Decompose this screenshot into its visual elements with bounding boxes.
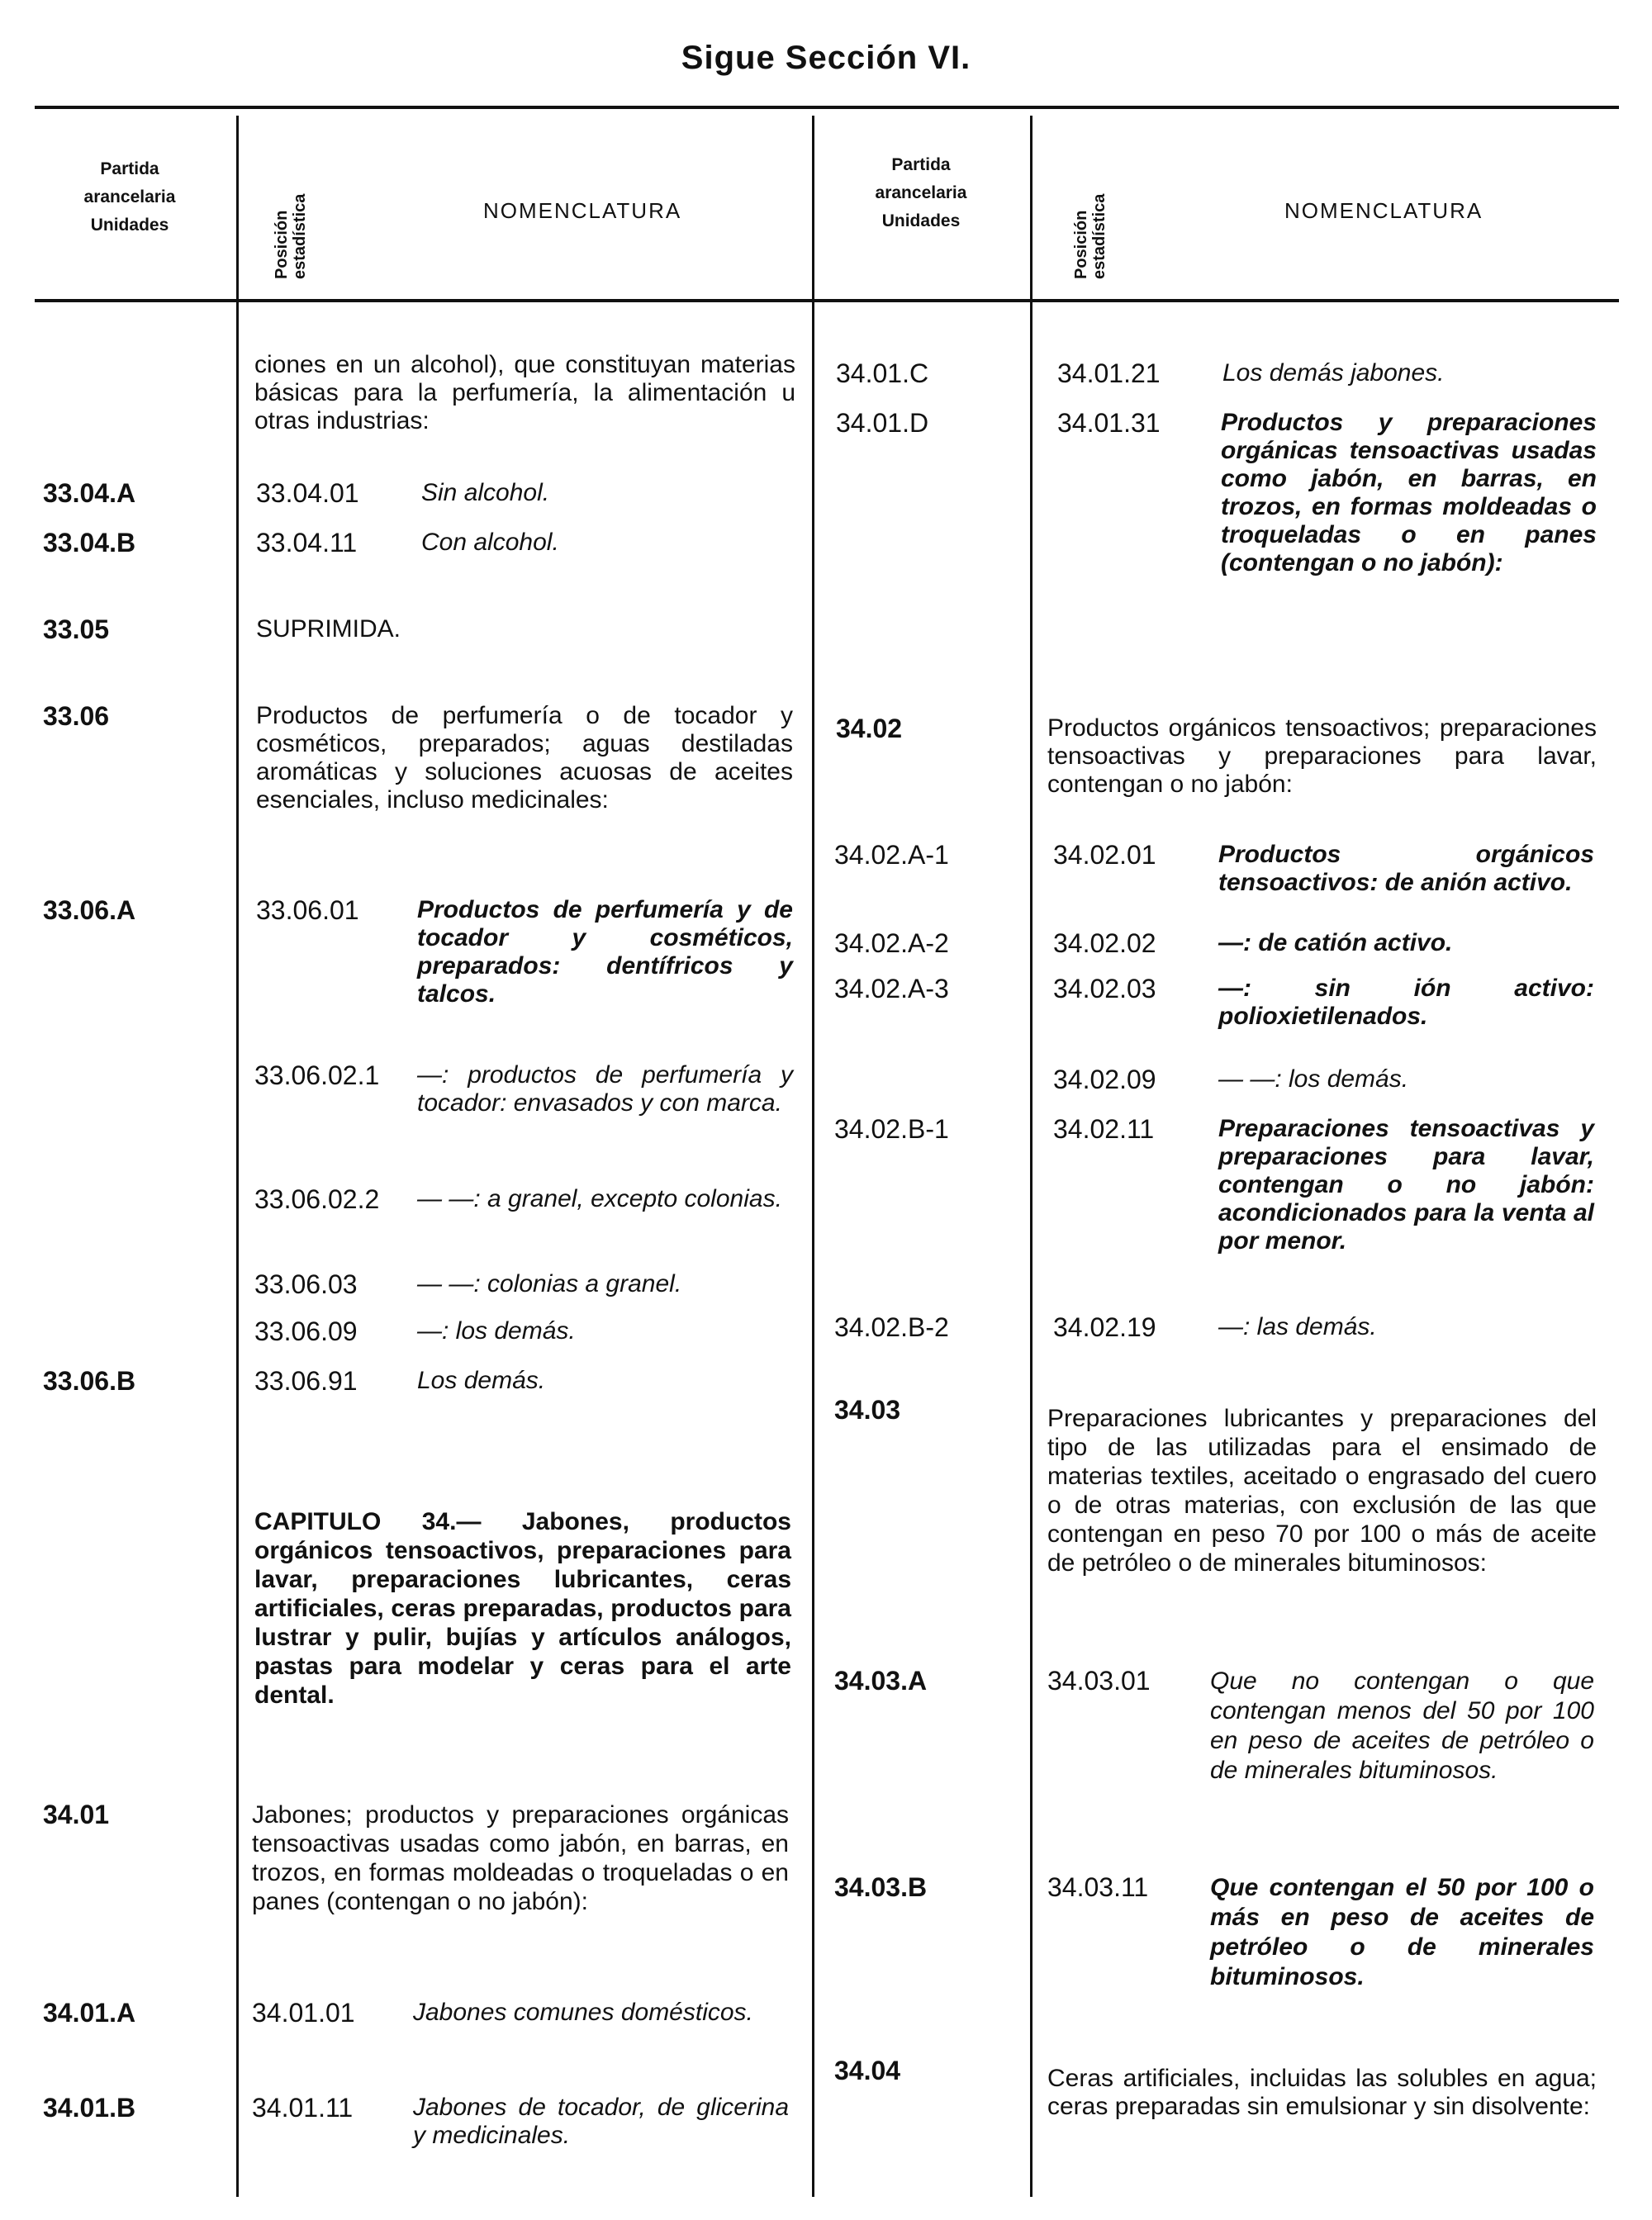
header-partida: Partida arancelaria Unidades <box>875 155 967 230</box>
description-text: Jabones; productos y preparaciones orgánicas tensoactivas usadas como jabón, en barras, en trozos, en formas moldeadas o troqueladas o en panes (contengan o no jabón): <box>252 1801 789 1915</box>
table-top-rule <box>35 106 1619 109</box>
description-text: SUPRIMIDA. <box>256 615 401 643</box>
description-text: Productos orgánicos tensoactivos: de anión activo. <box>1218 841 1594 896</box>
partida-code: 34.01.D <box>836 408 929 438</box>
description-text: — —: los demás. <box>1218 1065 1409 1093</box>
partida-code: 34.02.A-1 <box>834 840 949 870</box>
posicion-code: 34.01.21 <box>1057 358 1161 388</box>
header-posicion: Posición estadística <box>273 193 309 279</box>
posicion-code: 34.01.11 <box>252 2093 354 2123</box>
description-text: — —: colonias a granel. <box>417 1270 682 1297</box>
posicion-code: 33.06.02.2 <box>254 1184 380 1214</box>
column-rule <box>1030 116 1032 2197</box>
chapter-heading: CAPITULO 34.— Jabones, productos orgánicos tensoactivos, preparaciones para lavar, preparaciones lubricantes, ceras artificiales, ceras preparadas, productos para lustrar y pulir, bujías y artículos análogos, pastas para modelar y ceras para el arte dental. <box>254 1508 791 1709</box>
description-text: Preparaciones tensoactivas y preparaciones para lavar, contengan o no jabón: acondicionados para la venta al por menor. <box>1218 1115 1594 1255</box>
posicion-code: 33.06.01 <box>256 895 359 925</box>
posicion-code: 34.02.11 <box>1053 1114 1155 1144</box>
posicion-code: 33.06.09 <box>254 1316 358 1346</box>
description-text: —: los demás. <box>417 1317 576 1345</box>
description-text: —: las demás. <box>1218 1313 1377 1340</box>
partida-code: 34.01.B <box>43 2093 136 2123</box>
description-text: —: de catión activo. <box>1218 929 1453 956</box>
partida-code: 34.04 <box>834 2056 901 2085</box>
description-text: Los demás. <box>417 1367 546 1394</box>
description-text: Los demás jabones. <box>1222 359 1445 387</box>
partida-code: 34.02.A-2 <box>834 928 949 958</box>
posicion-code: 34.02.02 <box>1053 928 1156 958</box>
partida-code: 34.02.B-1 <box>834 1114 949 1144</box>
description-text: — —: a granel, excepto colonias. <box>417 1185 782 1212</box>
description-text: Productos y preparaciones orgánicas tensoactivas usadas como jabón, en barras, en trozos, en formas moldeadas o troqueladas o en panes (contengan o no jabón): <box>1221 409 1597 576</box>
posicion-code: 34.02.09 <box>1053 1065 1156 1094</box>
description-text: —: sin ión activo: polioxietilenados. <box>1218 975 1594 1030</box>
description-text: Productos de perfumería y de tocador y cosméticos, preparados: dentífricos y talcos. <box>417 896 793 1008</box>
posicion-code: 33.06.03 <box>254 1269 358 1299</box>
header-nomenclatura: NOMENCLATURA <box>1284 198 1483 223</box>
posicion-code: 33.04.11 <box>256 528 358 557</box>
posicion-code: 34.03.11 <box>1047 1872 1149 1902</box>
posicion-code: 34.02.03 <box>1053 974 1156 1003</box>
description-text: Jabones comunes domésticos. <box>413 1999 753 2026</box>
description-text: Preparaciones lubricantes y preparaciones del tipo de las utilizadas para el ensimado de materias textiles, aceitado o engrasado del cuero o de otras materias, con exclusión de las que contengan en peso 70 por 100 o más de aceite de petróleo o de minerales bituminosos: <box>1047 1405 1597 1577</box>
header-posicion: Posición estadística <box>1072 193 1108 279</box>
partida-code: 33.06.A <box>43 895 136 925</box>
partida-code: 33.06.B <box>43 1366 136 1396</box>
description-text: Productos de perfumería o de tocador y cosméticos, preparados; aguas destiladas aromáticas y soluciones acuosas de aceites esenciales, incluso medicinales: <box>256 702 793 814</box>
posicion-code: 33.04.01 <box>256 478 359 508</box>
column-rule <box>236 116 239 2197</box>
header-partida: Partida arancelaria Unidades <box>83 159 176 235</box>
partida-code: 34.01.A <box>43 1998 136 2028</box>
posicion-code: 34.01.31 <box>1057 408 1161 438</box>
posicion-code: 33.06.02.1 <box>254 1060 380 1090</box>
partida-code: 34.03 <box>834 1395 901 1425</box>
posicion-code: 33.06.91 <box>254 1366 358 1396</box>
description-text: Jabones de tocador, de glicerina y medicinales. <box>413 2094 789 2149</box>
posicion-code: 34.02.01 <box>1053 840 1156 870</box>
column-rule <box>812 116 814 2197</box>
partida-code: 34.02.B-2 <box>834 1312 949 1342</box>
partida-code: 33.06 <box>43 701 110 731</box>
partida-code: 34.01 <box>43 1800 110 1829</box>
page-title: Sigue Sección VI. <box>681 40 971 76</box>
partida-code: 33.04.B <box>43 528 136 557</box>
posicion-code: 34.03.01 <box>1047 1666 1151 1696</box>
posicion-code: 34.01.01 <box>252 1998 355 2028</box>
partida-code: 34.03.A <box>834 1666 928 1696</box>
description-text: Con alcohol. <box>421 529 559 556</box>
header-bottom-rule <box>35 299 1619 302</box>
partida-code: 34.02 <box>836 714 903 743</box>
description-text: Que contengan el 50 por 100 o más en peso de aceites de petróleo o de minerales bituminosos. <box>1210 1874 1594 1990</box>
partida-code: 34.03.B <box>834 1872 928 1902</box>
description-text: —: productos de perfumería y tocador: envasados y con marca. <box>417 1061 793 1117</box>
description-text: Ceras artificiales, incluidas las solubles en agua; ceras preparadas sin emulsionar y sin disolvente: <box>1047 2065 1597 2120</box>
header-nomenclatura: NOMENCLATURA <box>483 198 682 223</box>
description-text: ciones en un alcohol), que constituyan materias básicas para la perfumería, la alimentación u otras industrias: <box>254 351 795 434</box>
partida-code: 33.05 <box>43 614 110 644</box>
posicion-code: 34.02.19 <box>1053 1312 1156 1342</box>
description-text: Sin alcohol. <box>421 479 550 506</box>
partida-code: 34.02.A-3 <box>834 974 949 1003</box>
partida-code: 34.01.C <box>836 358 929 388</box>
description-text: Productos orgánicos tensoactivos; preparaciones tensoactivas y preparaciones para lavar, contengan o no jabón: <box>1047 714 1597 798</box>
description-text: Que no contengan o que contengan menos del 50 por 100 en peso de aceites de petróleo o de minerales bituminosos. <box>1210 1667 1594 1784</box>
partida-code: 33.04.A <box>43 478 136 508</box>
